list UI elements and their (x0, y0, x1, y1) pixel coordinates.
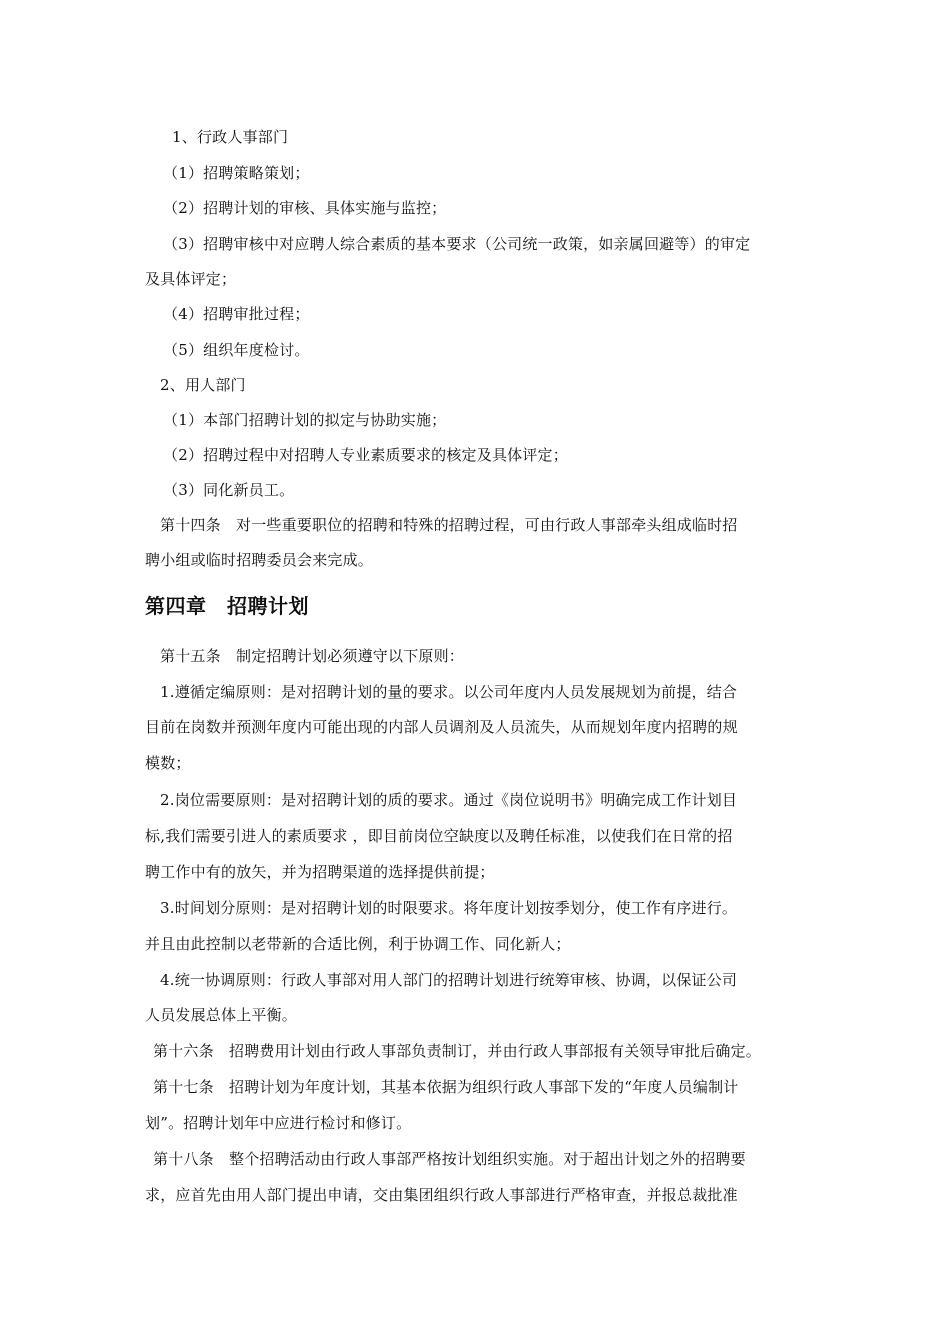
article-18-line-1: 第十八条 整个招聘活动由行政人事部严格按计划组织实施。对于超出计划之外的招聘要 (153, 1150, 746, 1168)
item2-sub-3: （3）同化新员工。 (163, 481, 295, 499)
principle-3-line-2: 并且由此控制以老带新的合适比例，利于协调工作、同化新人； (145, 935, 571, 953)
article-16: 第十六条 招聘费用计划由行政人事部负责制订，并由行政人事部报有关领导审批后确定。 (153, 1042, 762, 1060)
principle-1-line-2: 目前在岗数并预测年度内可能出现的内部人员调剂及人员流失，从而规划年度内招聘的规 (145, 718, 738, 736)
item1-sub-5: （5）组织年度检讨。 (163, 341, 310, 359)
item1-title: 1、行政人事部门 (172, 128, 289, 146)
principle-1-line-3: 模数； (145, 754, 191, 772)
principle-4-line-2: 人员发展总体上平衡。 (145, 1006, 298, 1024)
article-14-line-1: 第十四条 对一些重要职位的招聘和特殊的招聘过程，可由行政人事部牵头组成临时招 (160, 516, 738, 534)
item2-sub-1: （1）本部门招聘计划的拟定与协助实施； (163, 411, 447, 429)
article-18-line-2: 求，应首先由用人部门提出申请，交由集团组织行政人事部进行严格审查，并报总裁批准 (145, 1186, 738, 1204)
principle-2-line-1: 2.岗位需要原则：是对招聘计划的质的要求。通过《岗位说明书》明确完成工作计划目 (160, 791, 738, 809)
chapter-4-heading: 第四章 招聘计划 (145, 594, 309, 618)
item1-sub-2: （2）招聘计划的审核、具体实施与监控； (163, 199, 447, 217)
principle-3-line-1: 3.时间划分原则：是对招聘计划的时限要求。将年度计划按季划分，使工作有序进行。 (160, 899, 738, 917)
article-14-line-2: 聘小组或临时招聘委员会来完成。 (145, 551, 374, 569)
principle-4-line-1: 4.统一协调原则：行政人事部对用人部门的招聘计划进行统筹审核、协调，以保证公司 (160, 971, 738, 989)
item1-sub-3-cont: 及具体评定； (145, 270, 237, 288)
principle-1-line-1: 1.遵循定编原则：是对招聘计划的量的要求。以公司年度内人员发展规划为前提，结合 (160, 683, 738, 701)
article-17-line-2: 划”。招聘计划年中应进行检讨和修订。 (145, 1114, 412, 1132)
principle-2-line-2: 标,我们需要引进人的素质要求 ，即目前岗位空缺度以及聘任标准，以使我们在日常的招 (145, 827, 733, 845)
item1-sub-1: （1）招聘策略策划； (163, 164, 310, 182)
item2-sub-2: （2）招聘过程中对招聘人专业素质要求的核定及具体评定； (163, 446, 568, 464)
item2-title: 2、用人部门 (160, 376, 246, 394)
principle-2-line-3: 聘工作中有的放矢，并为招聘渠道的选择提供前提； (145, 863, 495, 881)
item1-sub-3: （3）招聘审核中对应聘人综合素质的基本要求（公司统一政策，如亲属回避等）的审定 (163, 235, 751, 253)
article-15-intro: 第十五条 制定招聘计划必须遵守以下原则： (160, 647, 465, 665)
article-17-line-1: 第十七条 招聘计划为年度计划，其基本依据为组织行政人事部下发的“年度人员编制计 (153, 1078, 739, 1096)
item1-sub-4: （4）招聘审批过程； (163, 305, 310, 323)
